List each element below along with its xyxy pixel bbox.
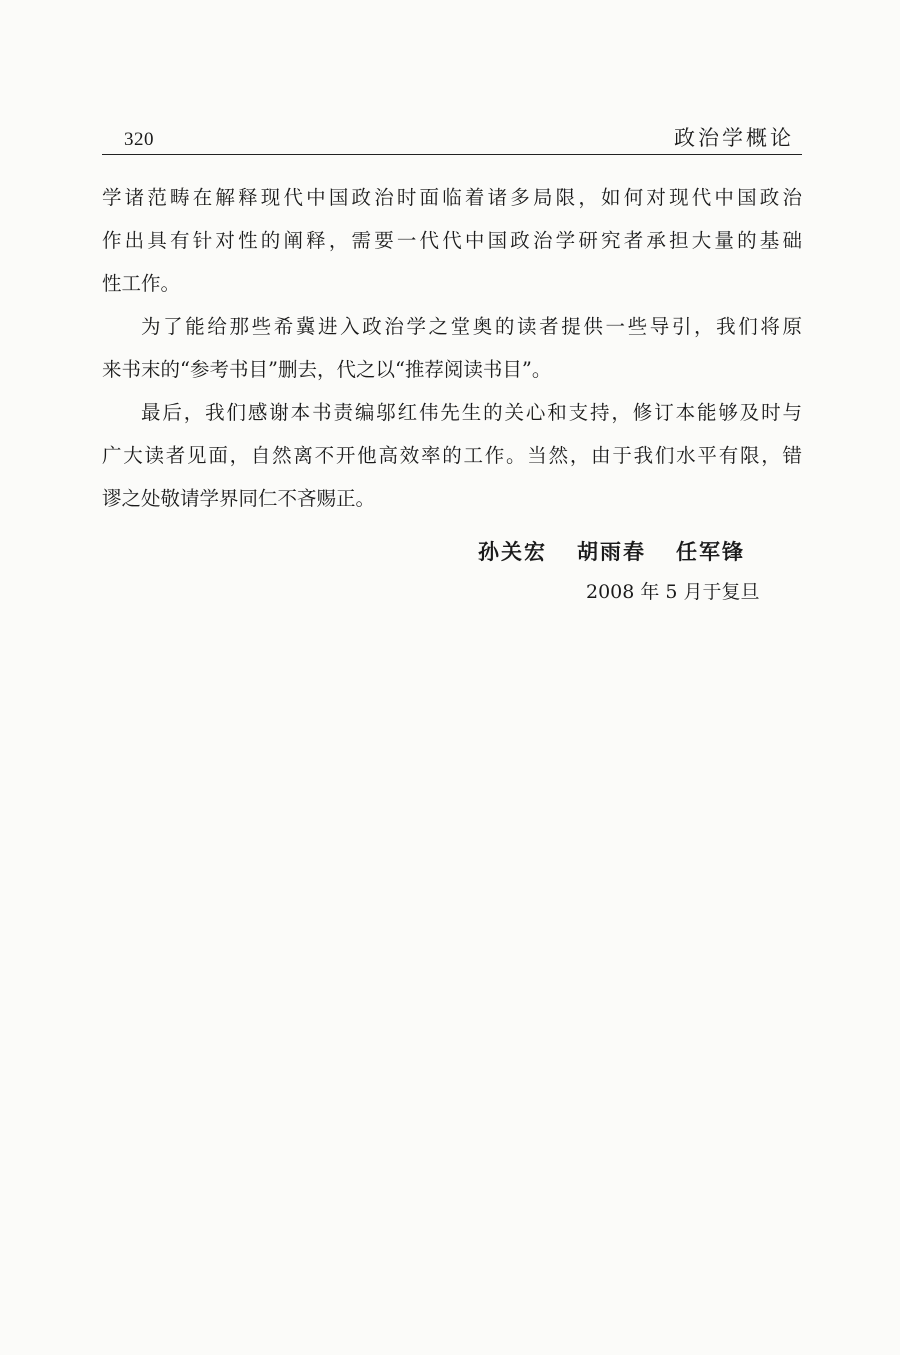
body-line: 广大读者见面，自然离不开他高效率的工作。当然，由于我们水平有限，错 [102, 444, 802, 467]
author-name: 任军锋 [676, 540, 745, 564]
body-line: 为了能给那些希冀进入政治学之堂奥的读者提供一些导引，我们将原 [141, 315, 802, 338]
signature-block [478, 528, 788, 608]
body-text [102, 176, 802, 520]
page-number: 320 [124, 129, 154, 150]
author-name: 胡雨春 [577, 540, 646, 564]
signature-date: 2008 年 5 月于复旦 [586, 581, 760, 603]
body-line: 作出具有针对性的阐释，需要一代代中国政治学研究者承担大量的基础 [102, 229, 802, 252]
body-line: 最后，我们感谢本书责编邬红伟先生的关心和支持，修订本能够及时与 [141, 401, 802, 424]
author-names [478, 528, 788, 576]
body-line: 学诸范畴在解释现代中国政治时面临着诸多局限，如何对现代中国政治 [102, 186, 802, 209]
author-name: 孙关宏 [478, 540, 547, 564]
body-line: 来书末的“参考书目”删去，代之以“推荐阅读书目”。 [102, 358, 552, 381]
header-rule [102, 154, 802, 155]
body-line: 谬之处敬请学界同仁不吝赐正。 [102, 487, 376, 510]
body-line: 性工作。 [102, 272, 181, 295]
running-title: 政治学概论 [674, 126, 794, 150]
page-header [102, 118, 802, 158]
